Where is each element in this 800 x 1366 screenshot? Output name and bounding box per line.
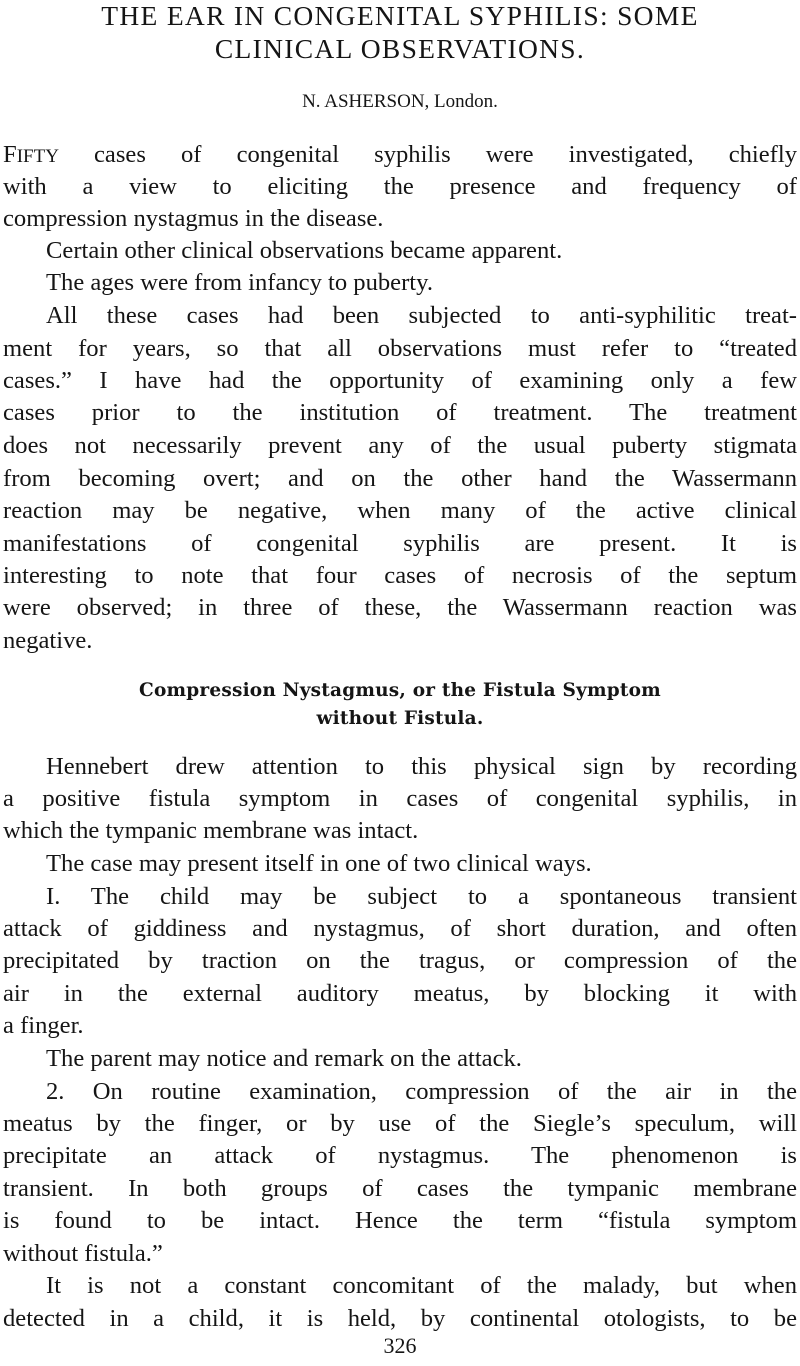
section-line: I. The child may be subject to a spontaneous transient — [46, 883, 797, 910]
section-line: precipitate an attack of nystagmus. The phenomenon is — [3, 1142, 797, 1169]
section-line: detected in a child, it is held, by continental otologists, to be — [3, 1305, 797, 1332]
intro-line: were observed; in three of these, the Wassermann reaction was — [3, 594, 797, 621]
section-line: It is not a constant concomitant of the malady, but when — [46, 1272, 797, 1299]
intro-line: manifestations of congenital syphilis are present. It is — [3, 530, 797, 557]
intro-line: compression nystagmus in the disease. — [3, 205, 384, 232]
intro-line: cases prior to the institution of treatment. The treatment — [3, 399, 797, 426]
intro-line: Certain other clinical observations became apparent. — [46, 237, 563, 264]
page-number: 326 — [383, 1333, 417, 1358]
section-line: 2. On routine examination, compression of the air in the — [46, 1078, 797, 1105]
intro-line: with a view to eliciting the presence and frequency of — [3, 173, 797, 200]
section-line: transient. In both groups of cases the tympanic membrane — [3, 1175, 797, 1202]
intro-line: negative. — [3, 627, 93, 654]
section-line: air in the external auditory meatus, by blocking it with — [3, 980, 797, 1007]
small-caps-initial: F — [3, 141, 17, 168]
intro-line: from becoming overt; and on the other hand the Wassermann — [3, 465, 797, 492]
section-line: is found to be intact. Hence the term “fistula symptom — [3, 1207, 797, 1234]
section-heading-line-2: without Fistula. — [316, 708, 484, 729]
section-line: attack of giddiness and nystagmus, of short duration, and often — [3, 915, 797, 942]
intro-line: does not necessarily prevent any of the usual puberty stigmata — [3, 432, 797, 459]
article-title-line-1: THE EAR IN CONGENITAL SYPHILIS: SOME — [101, 0, 699, 31]
intro-line-text: cases of congenital syphilis were investigated, chiefly — [58, 141, 797, 168]
section-line: The parent may notice and remark on the attack. — [46, 1045, 522, 1072]
section-line: meatus by the finger, or by use of the Siegle’s speculum, will — [3, 1110, 797, 1137]
section-line: a finger. — [3, 1012, 84, 1039]
section-line: which the tympanic membrane was intact. — [3, 817, 419, 844]
section-heading-line-1: Compression Nystagmus, or the Fistula Symptom — [139, 680, 661, 701]
intro-line: The ages were from infancy to puberty. — [46, 269, 433, 296]
section-line: Hennebert drew attention to this physical sign by recording — [46, 753, 797, 780]
intro-line: interesting to note that four cases of necrosis of the septum — [3, 562, 797, 589]
intro-line: All these cases had been subjected to anti-syphilitic treat- — [46, 302, 797, 329]
section-line: The case may present itself in one of two clinical ways. — [46, 850, 592, 877]
intro-line — [3, 140, 797, 170]
author-byline: N. ASHERSON, London. — [302, 91, 498, 112]
small-caps-rest: IFTY — [16, 146, 59, 167]
intro-line: cases.” I have had the opportunity of examining only a few — [3, 367, 797, 394]
section-line: precipitated by traction on the tragus, or compression of the — [3, 947, 797, 974]
intro-line: reaction may be negative, when many of the active clinical — [3, 497, 797, 524]
section-line: without fistula.” — [3, 1240, 163, 1267]
section-line: a positive fistula symptom in cases of congenital syphilis, in — [3, 785, 797, 812]
article-title-line-2: CLINICAL OBSERVATIONS. — [214, 33, 586, 64]
intro-line: ment for years, so that all observations must refer to “treated — [3, 335, 797, 362]
